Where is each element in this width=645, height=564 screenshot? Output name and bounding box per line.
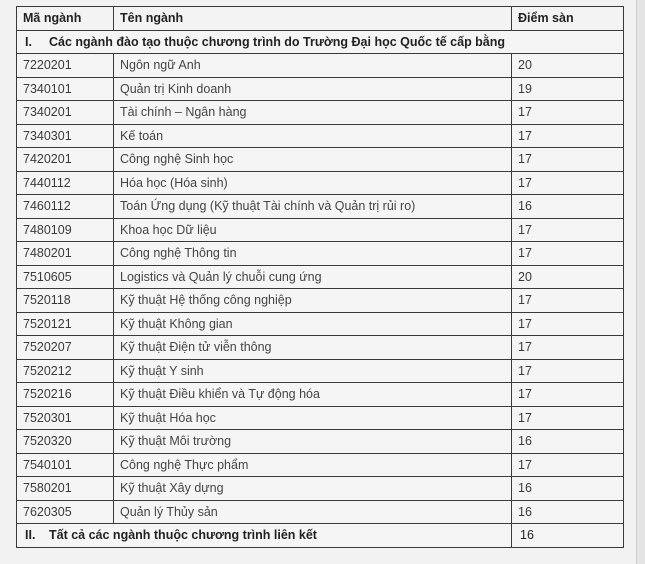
code-cell: 7520212 <box>17 359 114 383</box>
table-body <box>17 30 624 547</box>
admission-score-table <box>16 6 624 548</box>
section-title-2: Tất cả các ngành thuộc chương trình liên kết <box>49 528 317 543</box>
table-row <box>17 54 624 78</box>
name-cell: Công nghệ Sinh học <box>114 148 512 172</box>
score-cell: 17 <box>512 359 624 383</box>
code-cell: 7340201 <box>17 101 114 125</box>
code-cell: 7440112 <box>17 171 114 195</box>
score-cell: 17 <box>512 218 624 242</box>
name-cell: Kỹ thuật Hóa học <box>114 406 512 430</box>
table-row <box>17 406 624 430</box>
section-number-2: II. <box>25 528 36 543</box>
name-cell: Ngôn ngữ Anh <box>114 54 512 78</box>
score-cell: 17 <box>512 312 624 336</box>
table-row <box>17 242 624 266</box>
name-cell: Quản trị Kinh doanh <box>114 77 512 101</box>
code-cell: 7480109 <box>17 218 114 242</box>
name-cell: Kỹ thuật Y sinh <box>114 359 512 383</box>
code-cell: 7340301 <box>17 124 114 148</box>
code-cell: 7520320 <box>17 430 114 454</box>
name-cell: Toán Ứng dụng (Kỹ thuật Tài chính và Quản trị rủi ro) <box>114 195 512 219</box>
score-cell: 17 <box>512 406 624 430</box>
score-cell: 17 <box>512 242 624 266</box>
table-row <box>17 336 624 360</box>
score-cell: 17 <box>512 171 624 195</box>
score-cell: 16 <box>512 195 624 219</box>
header-name: Tên ngành <box>114 7 512 31</box>
name-cell: Hóa học (Hóa sinh) <box>114 171 512 195</box>
section-row-2 <box>17 524 624 548</box>
score-cell: 17 <box>512 101 624 125</box>
name-cell: Kỹ thuật Hệ thống công nghiệp <box>114 289 512 313</box>
score-cell: 16 <box>512 500 624 524</box>
name-cell: Công nghệ Thực phẩm <box>114 453 512 477</box>
code-cell: 7520216 <box>17 383 114 407</box>
window-edge <box>636 0 645 564</box>
code-cell: 7520121 <box>17 312 114 336</box>
score-cell: 17 <box>512 336 624 360</box>
table-row <box>17 312 624 336</box>
score-cell: 20 <box>512 265 624 289</box>
score-cell: 17 <box>512 289 624 313</box>
section-cell-2 <box>17 524 512 548</box>
table-row <box>17 359 624 383</box>
score-cell: 17 <box>512 383 624 407</box>
code-cell: 7520118 <box>17 289 114 313</box>
table-row <box>17 453 624 477</box>
score-cell: 17 <box>512 124 624 148</box>
header-code: Mã ngành <box>17 7 114 31</box>
section-cell-1 <box>17 30 624 54</box>
table-row <box>17 289 624 313</box>
name-cell: Kỹ thuật Điện tử viễn thông <box>114 336 512 360</box>
score-cell: 20 <box>512 54 624 78</box>
section-score-2: 16 <box>512 524 624 548</box>
code-cell: 7580201 <box>17 477 114 501</box>
score-cell: 16 <box>512 477 624 501</box>
table-row <box>17 265 624 289</box>
code-cell: 7480201 <box>17 242 114 266</box>
table-row <box>17 500 624 524</box>
table-row <box>17 383 624 407</box>
name-cell: Kế toán <box>114 124 512 148</box>
score-cell: 19 <box>512 77 624 101</box>
name-cell: Quản lý Thủy sản <box>114 500 512 524</box>
table-row <box>17 195 624 219</box>
code-cell: 7340101 <box>17 77 114 101</box>
code-cell: 7540101 <box>17 453 114 477</box>
name-cell: Kỹ thuật Môi trường <box>114 430 512 454</box>
table-row <box>17 430 624 454</box>
score-cell: 17 <box>512 453 624 477</box>
table-row <box>17 218 624 242</box>
table-header-row <box>17 7 624 31</box>
code-cell: 7220201 <box>17 54 114 78</box>
score-cell: 16 <box>512 430 624 454</box>
name-cell: Công nghệ Thông tin <box>114 242 512 266</box>
name-cell: Logistics và Quản lý chuỗi cung ứng <box>114 265 512 289</box>
section-title-1: Các ngành đào tạo thuộc chương trình do Trường Đại học Quốc tế cấp bằng <box>49 34 506 49</box>
table-row <box>17 148 624 172</box>
table-row <box>17 77 624 101</box>
code-cell: 7510605 <box>17 265 114 289</box>
name-cell: Kỹ thuật Điều khiển và Tự động hóa <box>114 383 512 407</box>
table-row <box>17 124 624 148</box>
table-row <box>17 171 624 195</box>
section-row-1 <box>17 30 624 54</box>
code-cell: 7520207 <box>17 336 114 360</box>
name-cell: Kỹ thuật Không gian <box>114 312 512 336</box>
name-cell: Kỹ thuật Xây dựng <box>114 477 512 501</box>
code-cell: 7420201 <box>17 148 114 172</box>
name-cell: Tài chính – Ngân hàng <box>114 101 512 125</box>
code-cell: 7620305 <box>17 500 114 524</box>
table-row <box>17 101 624 125</box>
table-row <box>17 477 624 501</box>
name-cell: Khoa học Dữ liệu <box>114 218 512 242</box>
header-score: Điểm sàn <box>512 7 624 31</box>
code-cell: 7460112 <box>17 195 114 219</box>
score-cell: 17 <box>512 148 624 172</box>
section-number-1: I. <box>25 34 32 49</box>
code-cell: 7520301 <box>17 406 114 430</box>
